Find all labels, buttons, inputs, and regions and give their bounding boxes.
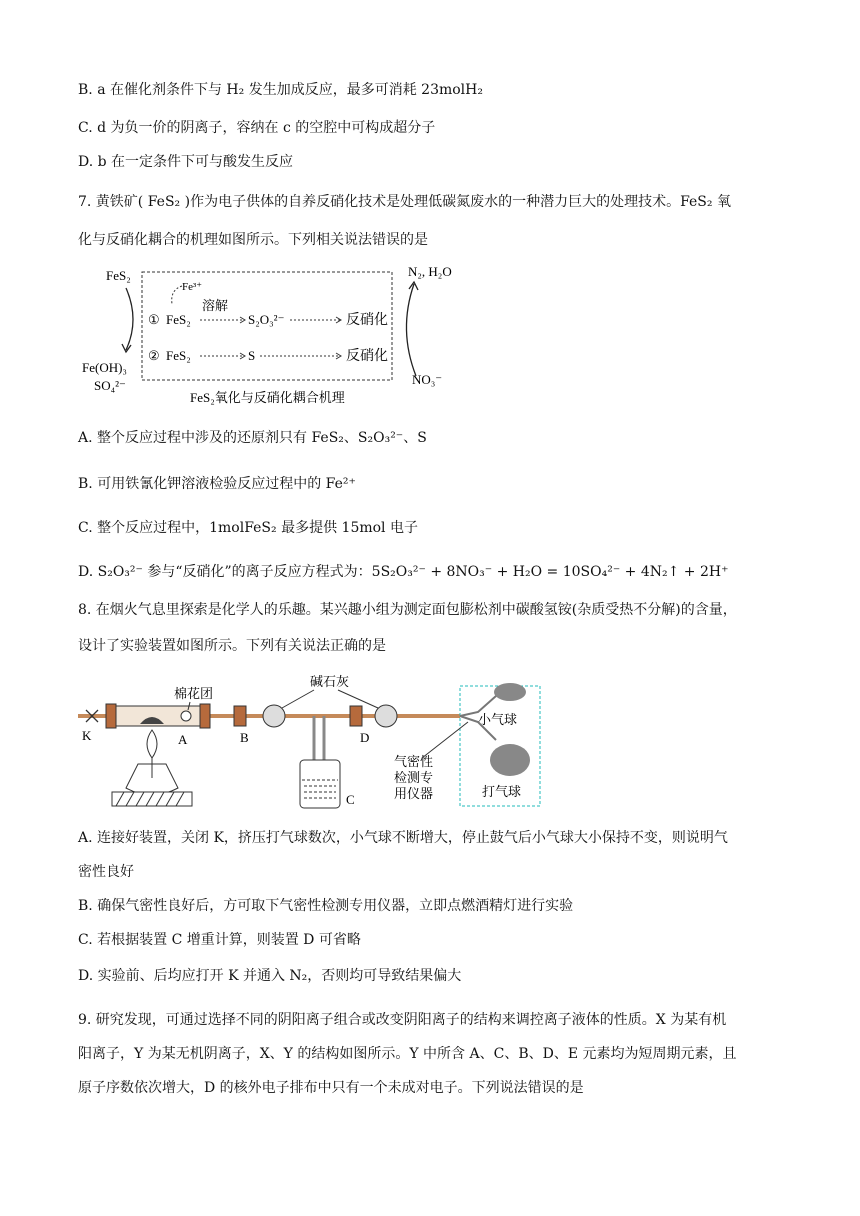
drying-tube-2	[375, 705, 397, 727]
left-top-label: FeS₂	[106, 268, 131, 283]
left-bottom-label-1: Fe(OH)₃	[82, 360, 127, 375]
q8-option-b: B. 确保气密性良好后，方可取下气密性检测专用仪器，立即点燃酒精灯进行实验	[78, 898, 574, 914]
right-curved-arrow	[406, 284, 416, 376]
figure-caption: FeS₂氧化与反硝化耦合机理	[190, 390, 345, 405]
tube-b-label: B	[240, 730, 249, 745]
q8-option-d: D. 实验前、后均应打开 K 并通入 N₂，否则均可导致结果偏大	[78, 968, 462, 984]
pump-balloon-shape	[490, 744, 530, 776]
fe3-label: Fe³⁺	[182, 281, 203, 293]
q7-option-c: C. 整个反应过程中，1molFeS₂ 最多提供 15mol 电子	[78, 520, 418, 536]
tube-b-stopper	[234, 706, 246, 726]
device-label-3: 用仪器	[394, 786, 434, 801]
bottle-c	[300, 760, 340, 808]
q7-mechanism-figure	[78, 258, 498, 410]
q7-option-a: A. 整个反应过程中涉及的还原剂只有 FeS₂、S₂O₃²⁻、S	[78, 430, 427, 446]
row1-intermediate: S₂O₃²⁻	[248, 312, 285, 327]
row1-number: ①	[148, 312, 160, 327]
row1-product: 反硝化	[346, 313, 388, 328]
small-balloon-shape	[494, 683, 526, 701]
q9-stem-line1: 9. 研究发现，可通过选择不同的阴阳离子组合或改变阴阳离子的结构来调控离子液体的性质。X 为某有机	[78, 1012, 727, 1028]
q8-option-a-line2: 密性良好	[78, 864, 134, 880]
right-bottom-label: NO₃⁻	[412, 372, 443, 387]
q8-stem-line2: 设计了实验装置如图所示。下列有关说法正确的是	[78, 638, 386, 654]
q6-option-d: D. b 在一定条件下可与酸发生反应	[78, 154, 294, 170]
tube-a-label: A	[178, 732, 188, 747]
fe3-dotted-arrow	[172, 286, 182, 304]
row2-reactant: FeS₂	[166, 348, 191, 363]
q7-stem-line1: 7. 黄铁矿( FeS₂ )作为电子供体的自养反硝化技术是处理低碳氮废水的一种潜力巨大的处理技术。FeS₂ 氧	[78, 194, 731, 210]
bottle-c-label: C	[346, 792, 355, 807]
dissolve-label: 溶解	[202, 298, 229, 313]
pump-label: 打气球	[482, 784, 522, 799]
row2-number: ②	[148, 348, 160, 363]
q7-stem-line2: 化与反硝化耦合的机理如图所示。下列相关说法错误的是	[78, 232, 428, 248]
drying-tube-1	[263, 705, 285, 727]
lamp-flame	[147, 730, 157, 758]
device-label-2: 检测专	[394, 770, 434, 785]
small-balloon-label: 小气球	[478, 712, 518, 727]
tube-d-label: D	[360, 730, 370, 745]
device-label-1: 气密性	[394, 754, 434, 769]
cotton-label: 棉花团	[174, 686, 214, 701]
device-pointer	[422, 722, 468, 758]
soda-lime-pointer-2	[338, 690, 378, 708]
valve-k-label: K	[82, 728, 92, 743]
row2-intermediate: S	[248, 348, 256, 363]
tube-d-stopper	[350, 706, 362, 726]
soda-lime-pointer-1	[282, 690, 314, 708]
soda-lime-label: 碱石灰	[310, 674, 350, 689]
q7-option-b: B. 可用铁氰化钾溶液检验反应过程中的 Fe²⁺	[78, 476, 356, 492]
q8-option-a-line1: A. 连接好装置，关闭 K，挤压打气球数次，小气球不断增大，停止鼓气后小气球大小保持不变，则说明气	[78, 830, 728, 846]
left-bottom-label-2: SO₄²⁻	[94, 378, 126, 393]
q6-option-b: B. a 在催化剂条件下与 H₂ 发生加成反应，最多可消耗 23molH₂	[78, 82, 483, 98]
cotton-ball	[181, 711, 191, 721]
left-curved-arrow	[126, 288, 133, 350]
q8-option-c: C. 若根据装置 C 增重计算，则装置 D 可省略	[78, 932, 361, 948]
q9-stem-line2: 阳离子，Y 为某无机阴离子，X、Y 的结构如图所示。Y 中所含 A、C、B、D、E 元素均为短周期元素，且	[78, 1046, 737, 1062]
q9-stem-line3: 原子序数依次增大，D 的核外电子排布中只有一个未成对电子。下列说法错误的是	[78, 1080, 584, 1096]
row2-product: 反硝化	[346, 349, 388, 364]
row1-reactant: FeS₂	[166, 312, 191, 327]
stopper-a-right	[200, 704, 210, 728]
q7-option-d: D. S₂O₃²⁻ 参与“反硝化”的离子反应方程式为：5S₂O₃²⁻ + 8NO₃⁻ + H₂O = 10SO₄²⁻ + 4N₂↑ + 2H⁺	[78, 564, 729, 580]
stopper-a-left	[106, 704, 116, 728]
right-top-label: N₂, H₂O	[408, 264, 452, 279]
q8-apparatus-figure	[78, 668, 548, 818]
q8-stem-line1: 8. 在烟火气息里探索是化学人的乐趣。某兴趣小组为测定面包膨松剂中碳酸氢铵(杂质受热不分解)的含量，	[78, 602, 737, 618]
q6-option-c: C. d 为负一价的阴离子，容纳在 c 的空腔中可构成超分子	[78, 120, 436, 136]
